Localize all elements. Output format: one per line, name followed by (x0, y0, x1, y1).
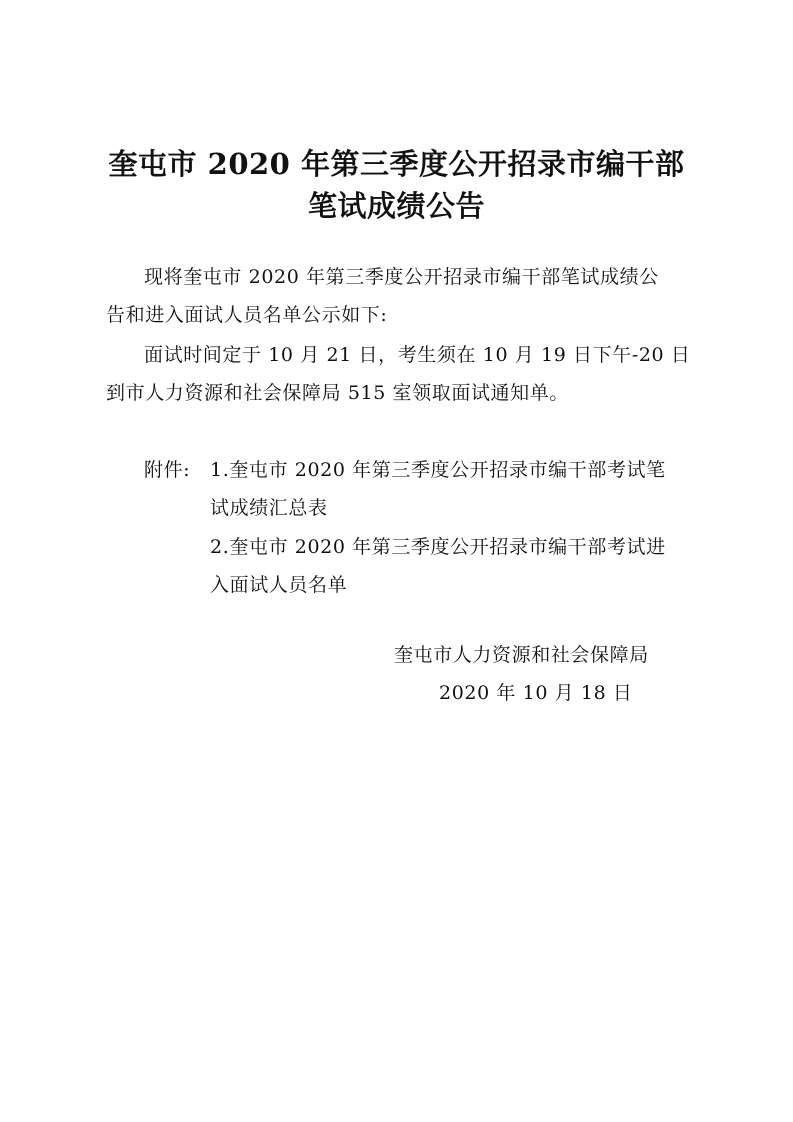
intro-paragraph-line-2: 告和进入面试人员名单公示如下: (106, 304, 388, 326)
attachment-2-line-1: 2.奎屯市 2020 年第三季度公开招录市编干部考试进 (210, 536, 666, 558)
document-title-line-1: 奎屯市 2020 年第三季度公开招录市编干部 (108, 147, 685, 181)
attachment-2-line-2: 入面试人员名单 (210, 574, 348, 596)
issuer-signature: 奎屯市人力资源和社会保障局 (394, 644, 649, 666)
interview-paragraph-line-1: 面试时间定于 10 月 21 日，考生须在 10 月 19 日下午-20 日 (144, 344, 691, 366)
issue-date: 2020 年 10 月 18 日 (439, 682, 633, 704)
attachments-label: 附件: (144, 459, 191, 481)
document-title-line-2: 笔试成绩公告 (307, 189, 485, 223)
interview-paragraph-line-2: 到市人力资源和社会保障局 515 室领取面试通知单。 (106, 382, 569, 404)
attachment-1-line-2: 试成绩汇总表 (210, 497, 328, 519)
intro-paragraph-line-1: 现将奎屯市 2020 年第三季度公开招录市编干部笔试成绩公 (144, 266, 659, 288)
attachment-1-line-1: 1.奎屯市 2020 年第三季度公开招录市编干部考试笔 (210, 459, 666, 481)
